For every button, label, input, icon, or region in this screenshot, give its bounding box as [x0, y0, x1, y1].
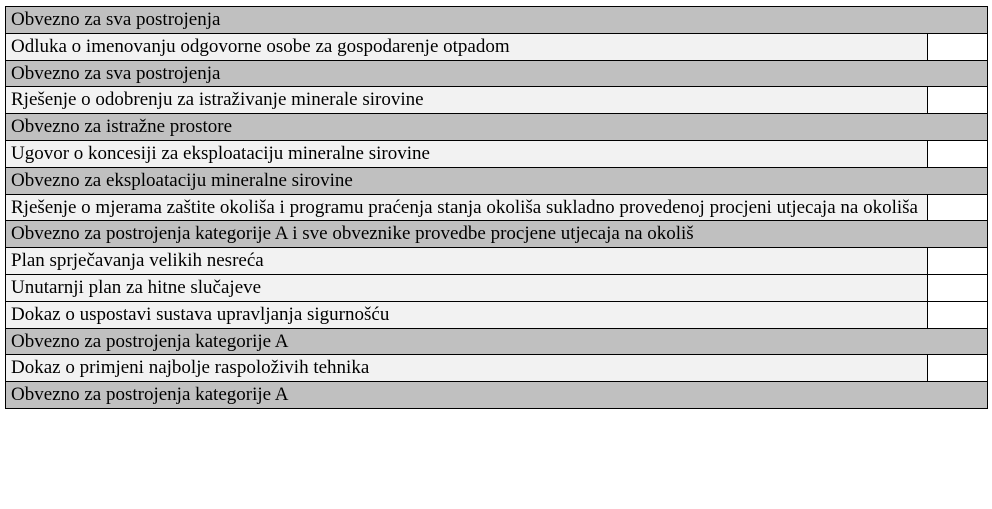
section-header-text: Obvezno za postrojenja kategorije A	[6, 382, 988, 409]
document-item-checkbox-cell[interactable]	[928, 248, 988, 275]
document-item-row	[6, 33, 988, 60]
document-item-text: Dokaz o primjeni najbolje raspoloživih tehnika	[6, 355, 928, 382]
document-item-checkbox-cell[interactable]	[928, 274, 988, 301]
section-header-row	[6, 60, 988, 87]
document-item-row	[6, 194, 988, 221]
document-item-text: Rješenje o mjerama zaštite okoliša i programu praćenja stanja okoliša sukladno provedenoj procjeni utjecaja na okoliša	[6, 194, 928, 221]
document-item-text: Unutarnji plan za hitne slučajeve	[6, 274, 928, 301]
document-item-row	[6, 301, 988, 328]
document-item-text: Rješenje o odobrenju za istraživanje minerale sirovine	[6, 87, 928, 114]
document-item-checkbox-cell[interactable]	[928, 140, 988, 167]
section-header-row	[6, 328, 988, 355]
document-item-row	[6, 87, 988, 114]
document-item-checkbox-cell[interactable]	[928, 194, 988, 221]
document-item-checkbox-cell[interactable]	[928, 301, 988, 328]
document-item-checkbox-cell[interactable]	[928, 33, 988, 60]
document-item-text: Plan sprječavanja velikih nesreća	[6, 248, 928, 275]
document-item-row	[6, 248, 988, 275]
section-header-row	[6, 221, 988, 248]
section-header-row	[6, 167, 988, 194]
section-header-text: Obvezno za istražne prostore	[6, 114, 988, 141]
document-item-row	[6, 140, 988, 167]
document-item-row	[6, 355, 988, 382]
document-item-text: Dokaz o uspostavi sustava upravljanja sigurnošću	[6, 301, 928, 328]
document-item-text: Odluka o imenovanju odgovorne osobe za gospodarenje otpadom	[6, 33, 928, 60]
section-header-row	[6, 114, 988, 141]
document-item-text: Ugovor o koncesiji za eksploataciju mineralne sirovine	[6, 140, 928, 167]
document-item-checkbox-cell[interactable]	[928, 87, 988, 114]
section-header-text: Obvezno za sva postrojenja	[6, 7, 988, 34]
section-header-text: Obvezno za postrojenja kategorije A i sve obveznike provedbe procjene utjecaja na okoliš	[6, 221, 988, 248]
section-header-text: Obvezno za eksploataciju mineralne sirovine	[6, 167, 988, 194]
document-item-checkbox-cell[interactable]	[928, 355, 988, 382]
section-header-row	[6, 7, 988, 34]
section-header-row	[6, 382, 988, 409]
section-header-text: Obvezno za postrojenja kategorije A	[6, 328, 988, 355]
document-item-row	[6, 274, 988, 301]
document-requirements-table	[5, 6, 988, 409]
section-header-text: Obvezno za sva postrojenja	[6, 60, 988, 87]
